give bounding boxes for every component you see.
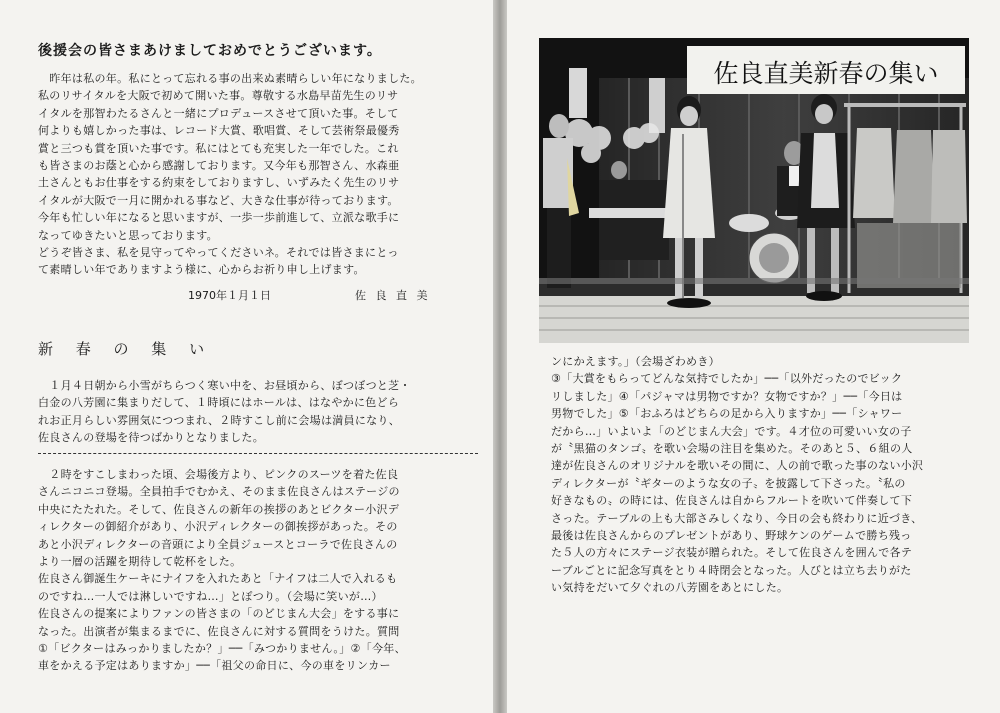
text-line: １月４日朝から小雪がちらつく寒い中を、お昼頃から、ぼつぼつと芝・ [38,379,411,392]
text-line: も皆さまのお蔭と心から感謝しております。又今年も那智さん、水森亜 [38,158,400,172]
text-line: ィレクターの御紹介があり、小沢ディレクターの御挨拶があった。その [38,520,398,534]
text-line: 佐良さんの提案によりファンの皆さまの「のどじまん大会」をする事に [38,607,400,621]
text-line: 賞と三つも賞を頂いた事です。私にはとても充実した一年でした。これ [38,141,399,155]
text-line: 好きなもの〟の時には、佐良さんは自からフルートを吹いて伴奏して下 [551,494,913,508]
text-line: だから…」いよいよ「のどじまん大会」です。４才位の可愛いい女の子 [551,424,912,438]
dashed-divider [38,453,478,454]
banner-text: 佐良直美新春の集い [713,59,939,88]
text-line: が〝黒猫のタンゴ〟を歌い会場の注目を集めた。そのあと５、６組の人 [551,441,913,455]
text-line: 中央にたたれた。そして、佐良さんの新年の挨拶のあとビクター小沢デ [38,502,400,516]
text-line: 何よりも嬉しかった事は、レコード大賞、歌唱賞、そして芸術祭最優秀 [38,124,400,138]
event-section-title: 新 春 の 集 い [38,340,214,358]
text-line: イタルを那智わたるさんと一緒にプロデュースさせて頂いた事。そして [38,106,399,120]
text-line: 達が佐良さんのオリジナルを歌いその間に、人の前で歌った事のない小沢 [551,459,924,473]
text-line: 佐良さん御誕生ケーキにナイフを入れたあと「ナイフは二人で入れるも [38,572,398,586]
text-line: 私のリサイタルを大阪で初めて開いた事。尊敬する水島早苗先生のリサ [38,89,399,103]
text-line: イタルが大阪で一月に開かれる事など、大きな仕事が待っております。 [38,193,399,207]
greeting-date: 1970年１月１日 [188,289,271,302]
text-line: なってゆきたいと思っております。 [38,228,218,242]
text-line: 今年も忙しい年になると思いますが、一歩一歩前進して、立派な歌手に [38,211,400,225]
event-paragraph-2 [38,466,406,675]
text-line: より一層の活躍を期待して乾杯をした。 [38,554,242,568]
clothing-rack [844,103,967,293]
greeting-signature: 佐 良 直 美 [355,289,431,302]
text-line: い気持をだいて夕ぐれの八芳園をあとにした。 [551,581,789,595]
text-line: リしました」④「パジャマは男物ですか？女物ですか？」──「今日は [551,389,903,403]
text-line: ２時をすこしまわった頃、会場後方より、ピンクのスーツを着た佐良 [38,468,399,481]
text-line: 男物でした」⑤「おふろはどちらの足から入りますか」──「シャワー [551,407,903,421]
text-line: ①「ビクターはみっかりましたか？」──「みつかりません。」②「今年、 [38,641,406,655]
text-line: どうぞ皆さま、私を見守ってやってくださいネ。それでは皆さまにとっ [38,245,399,259]
text-line: あと小沢ディレクターの音頭により全員ジュースとコーラで佐良さんの [38,537,398,551]
text-line: なった。出演者が集まるまでに、佐良さんに対する質問をうけた。質問 [38,624,400,638]
text-line: ーブルごとに記念写真をとり４時閉会となった。人びとは立ち去りがた [551,563,912,577]
text-line: れお正月らしい雰囲気につつまれ、２時すこし前に会場は満員になり、 [38,413,401,427]
text-line: のですね…一人では淋しいですね…」とぽつり。（会場に笑いが…） [38,589,383,603]
greeting-heading: 後援会の皆さまあけましておめでとうございます。 [38,43,382,59]
right-page [507,0,1000,713]
text-line: 最後は佐良さんからのプレゼントがあり、野球ケンのゲームで勝ち残っ [551,528,912,542]
text-line: さんニコニコ登場。全員拍手でむかえ、そのまま佐良さんはステージの [38,485,400,499]
event-stage-photo [539,38,969,343]
left-page [0,0,493,713]
text-line: 白金の八芳園に集まりだして、１時頃にはホールは、はなやかに色どら [38,396,400,410]
text-line: て素晴しい年でありますよう様に、心からお祈り申し上げます。 [38,263,365,277]
page-gutter [493,0,507,713]
greeting-body [38,70,422,279]
text-line: 昨年は私の年。私にとって忘れる事の出来ぬ素晴らしい年になりました。 [38,72,422,85]
event-paragraph-1 [38,377,411,447]
text-line: ③「大賞をもらってどんな気持でしたか」──「以外だったのでビック [551,372,903,386]
stage-photo-illustration [539,38,969,343]
right-column-text [551,353,923,596]
text-line: ンにかえます。」（会場ざわめき） [551,355,720,368]
text-line: 佐良さんの登場を待つばかりとなりました。 [38,431,264,445]
text-line: 土さんともお仕事をする約束をしておりますし、いずみたく先生のリサ [38,176,400,190]
text-line: 車をかえる予定はありますか」──「祖父の命日に、今の車をリンカー [38,659,391,673]
text-line: た５人の方々にステージ衣装が贈られた。そして佐良さんを囲んで各テ [551,546,913,560]
text-line: さった。テーブルの上も大部さみしくなり、今日の会も終わりに近づき、 [551,511,923,525]
text-line: ディレクターが〝ギターのような女の子〟を披露して下さった。〝私の [551,476,906,490]
